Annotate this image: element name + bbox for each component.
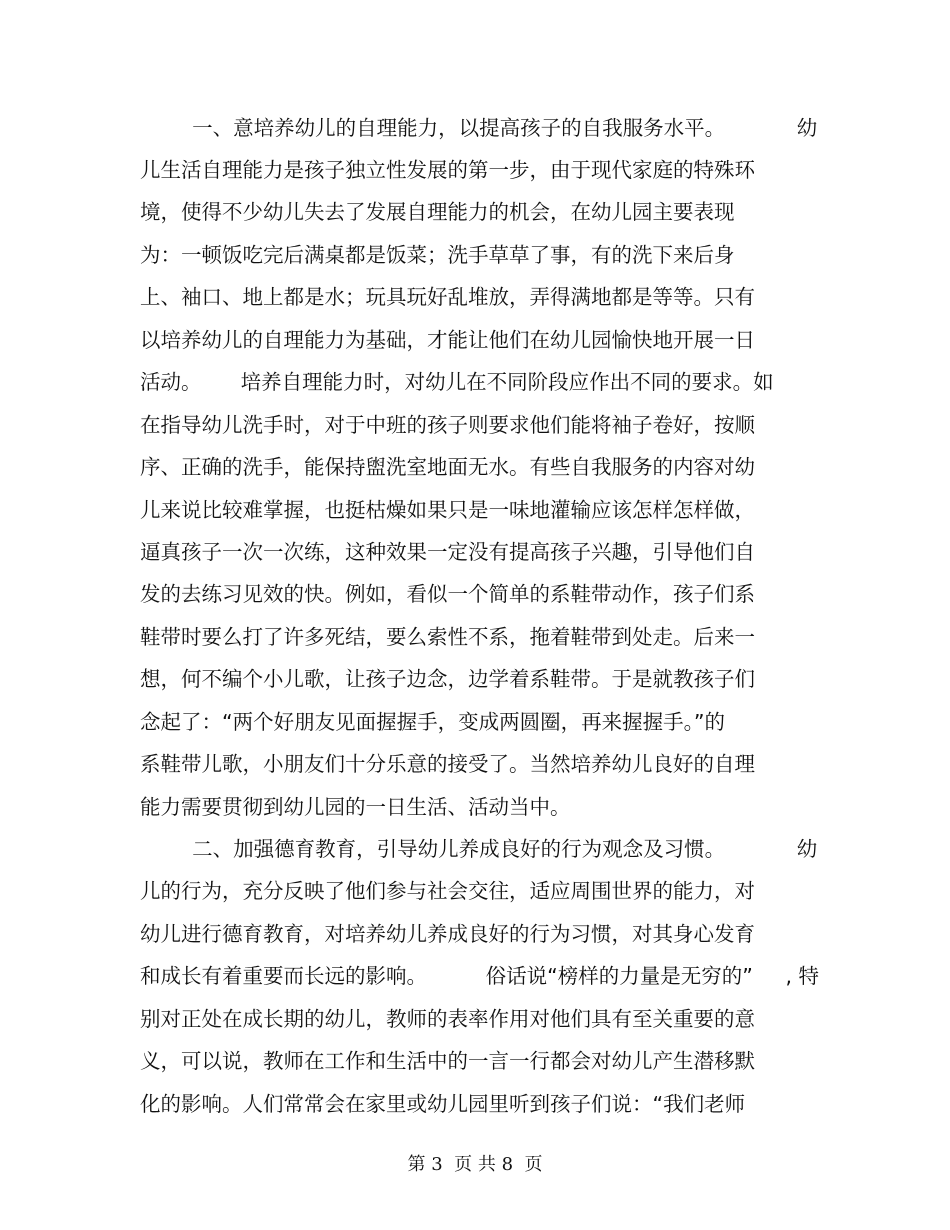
text-line: 序、正确的洗手，能保持盥洗室地面无水。有些自我服务的内容对幼: [140, 455, 755, 479]
text-line: 幼儿进行德育教育，对培养幼儿养成良好的行为习惯，对其身心发育: [140, 922, 755, 946]
text-line: 在指导幼儿洗手时，对于中班的孩子则要求他们能将袖子卷好，按顺: [140, 413, 755, 437]
text-line: 一、意培养幼儿的自理能力，以提高孩子的自我服务水平。 幼: [140, 116, 818, 140]
text-line: 念起了：“两个好朋友见面握握手，变成两圆圈，再来握握手。”的: [140, 710, 725, 734]
text-line: 儿生活自理能力是孩子独立性发展的第一步，由于现代家庭的特殊环: [140, 158, 755, 182]
text-line: 上、袖口、地上都是水；玩具玩好乱堆放，弄得满地都是等等。只有: [140, 285, 755, 309]
page-footer: 第 3 页 共 8 页: [407, 1154, 543, 1175]
text-line: 发的去练习见效的快。例如，看似一个简单的系鞋带动作，孩子们系: [140, 582, 755, 606]
text-line: 境，使得不少幼儿失去了发展自理能力的机会，在幼儿园主要表现: [140, 200, 735, 224]
text-line: 化的影响。人们常常会在家里或幼儿园里听到孩子们说：“我们老师: [140, 1092, 746, 1116]
text-line: 以培养幼儿的自理能力为基础，才能让他们在幼儿园愉快地开展一日: [140, 328, 755, 352]
text-line: 和成长有着重要而长远的影响。 俗话说“榜样的力量是无穷的” , 特: [140, 964, 820, 988]
text-line: 二、加强德育教育，引导幼儿养成良好的行为观念及习惯。 幼: [140, 837, 818, 861]
text-line: 义，可以说，教师在工作和生活中的一言一行都会对幼儿产生潜移默: [140, 1049, 755, 1073]
text-line: 逼真孩子一次一次练，这种效果一定没有提高孩子兴趣，引导他们自: [140, 540, 755, 564]
text-line: 儿来说比较难掌握，也挺枯燥如果只是一味地灌输应该怎样怎样做，: [140, 498, 755, 522]
text-line: 系鞋带儿歌，小朋友们十分乐意的接受了。当然培养幼儿良好的自理: [140, 752, 755, 776]
text-line: 别对正处在成长期的幼儿，教师的表率作用对他们具有至关重要的意: [140, 1007, 755, 1031]
text-line: 为：一顿饭吃完后满桌都是饭菜；洗手草草了事，有的洗下来后身: [140, 243, 735, 267]
text-line: 想，何不编个小儿歌，让孩子边念，边学着系鞋带。于是就教孩子们: [140, 667, 755, 691]
text-line: 鞋带时要么打了许多死结，要么索性不系，拖着鞋带到处走。后来一: [140, 625, 755, 649]
text-line: 活动。 培养自理能力时，对幼儿在不同阶段应作出不同的要求。如: [140, 370, 774, 394]
text-line: 能力需要贯彻到幼儿园的一日生活、活动当中。: [140, 795, 571, 819]
text-line: 儿的行为，充分反映了他们参与社会交往，适应周围世界的能力，对: [140, 879, 755, 903]
